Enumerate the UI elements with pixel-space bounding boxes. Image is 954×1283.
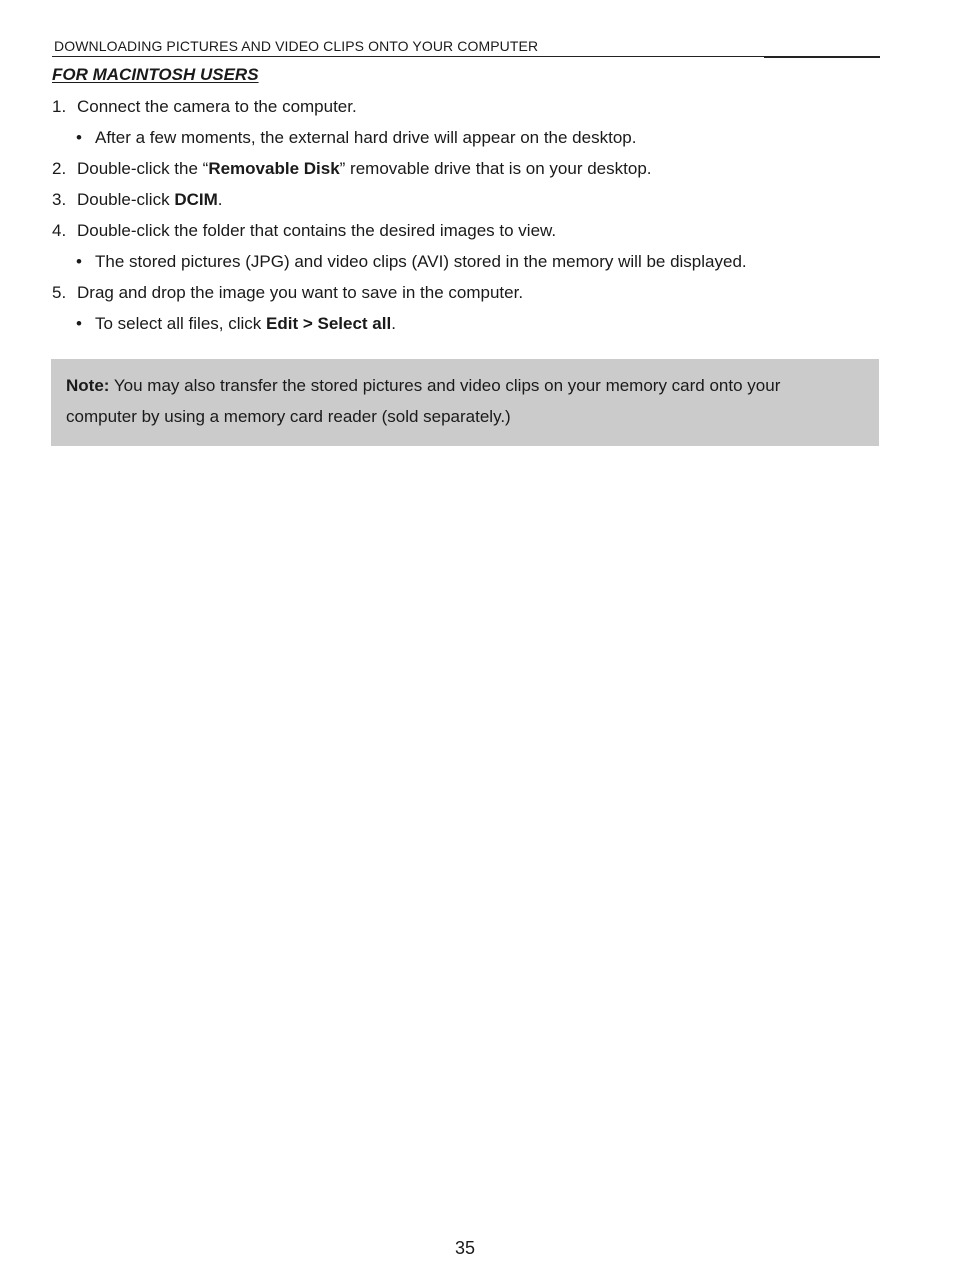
header-rule xyxy=(52,56,880,57)
note-text-1: You may also transfer the stored pictures and video clips on your memory card onto your xyxy=(109,376,781,395)
note-line-1 xyxy=(66,376,780,396)
dcim-label: DCIM xyxy=(174,190,218,209)
step-text xyxy=(77,190,223,210)
header-rule-accent xyxy=(764,56,880,58)
bullet-text: The stored pictures (JPG) and video clips (AVI) stored in the memory will be displayed. xyxy=(95,252,747,271)
bullet-glyph: • xyxy=(76,314,82,333)
bullet-text xyxy=(95,314,396,334)
step-text: Double-click the folder that contains the desired images to view. xyxy=(77,221,557,240)
step-text-after: ” removable drive that is on your desktop. xyxy=(339,159,652,178)
bullet-glyph: • xyxy=(76,128,82,147)
note-box xyxy=(51,359,879,446)
step-number: 5. xyxy=(52,283,67,302)
step-text: Drag and drop the image you want to save in the computer. xyxy=(77,283,524,302)
note-line-2: computer by using a memory card reader (sold separately.) xyxy=(66,407,511,426)
running-header: DOWNLOADING PICTURES AND VIDEO CLIPS ONTO YOUR COMPUTER xyxy=(54,38,539,54)
edit-select-all-label: Edit > Select all xyxy=(266,314,392,333)
bullet-glyph: • xyxy=(76,252,82,271)
removable-disk-label: Removable Disk xyxy=(208,159,340,178)
note-label: Note: xyxy=(66,376,110,395)
step-text-after: . xyxy=(217,190,223,209)
bullet-text-after: . xyxy=(391,314,396,333)
step-text-before: Double-click the “ xyxy=(77,159,209,178)
section-heading: FOR MACINTOSH USERS xyxy=(52,65,259,84)
step-number: 1. xyxy=(52,97,67,116)
step-text-before: Double-click xyxy=(77,190,175,209)
step-text: Connect the camera to the computer. xyxy=(77,97,357,116)
step-number: 3. xyxy=(52,190,67,209)
page-number: 35 xyxy=(454,1238,476,1258)
bullet-text: After a few moments, the external hard drive will appear on the desktop. xyxy=(95,128,637,147)
step-number: 4. xyxy=(52,221,67,240)
step-text xyxy=(77,159,652,179)
bullet-text-before: To select all files, click xyxy=(95,314,266,333)
step-number: 2. xyxy=(52,159,67,178)
